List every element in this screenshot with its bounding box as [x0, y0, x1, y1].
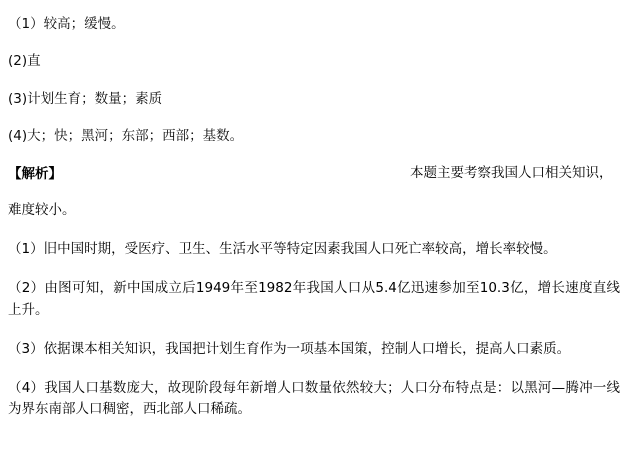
- answer-line-2: (2)直: [8, 53, 41, 70]
- analysis-label: 【解析】: [8, 166, 62, 182]
- analysis-paragraph-3: （3）依据课本相关知识，我国把计划生育作为一项基本国策，控制人口增长，提高人口素质。: [8, 340, 571, 357]
- analysis-paragraph-2: （2）由图可知，新中国成立后1949年至1982年我国人口从5.4亿迅速参加至10.3亿，增长速度直线上升。: [8, 279, 620, 318]
- analysis-difficulty-note: 难度较小。: [8, 202, 76, 219]
- answers-block: [0, 0, 630, 146]
- analysis-lead-text: 本题主要考察我国人口相关知识，: [410, 165, 613, 181]
- answer-line-4: (4)大；快；黑河；东部；西部；基数。: [8, 127, 244, 144]
- answer-line-1: （1）较高；缓慢。: [8, 16, 125, 32]
- answer-line-3: (3)计划生育；数量；素质: [8, 90, 163, 107]
- analysis-body: [0, 200, 630, 421]
- analysis-paragraph-1: （1）旧中国时期，受医疗、卫生、生活水平等特定因素我国人口死亡率较高，增长率较慢。: [8, 241, 557, 258]
- analysis-header: [0, 163, 630, 184]
- analysis-paragraph-4: （4）我国人口基数庞大，故现阶段每年新增人口数量依然较大；人口分布特点是：以黑河—腾冲一线为界东南部人口稠密，西北部人口稀疏。: [8, 379, 620, 418]
